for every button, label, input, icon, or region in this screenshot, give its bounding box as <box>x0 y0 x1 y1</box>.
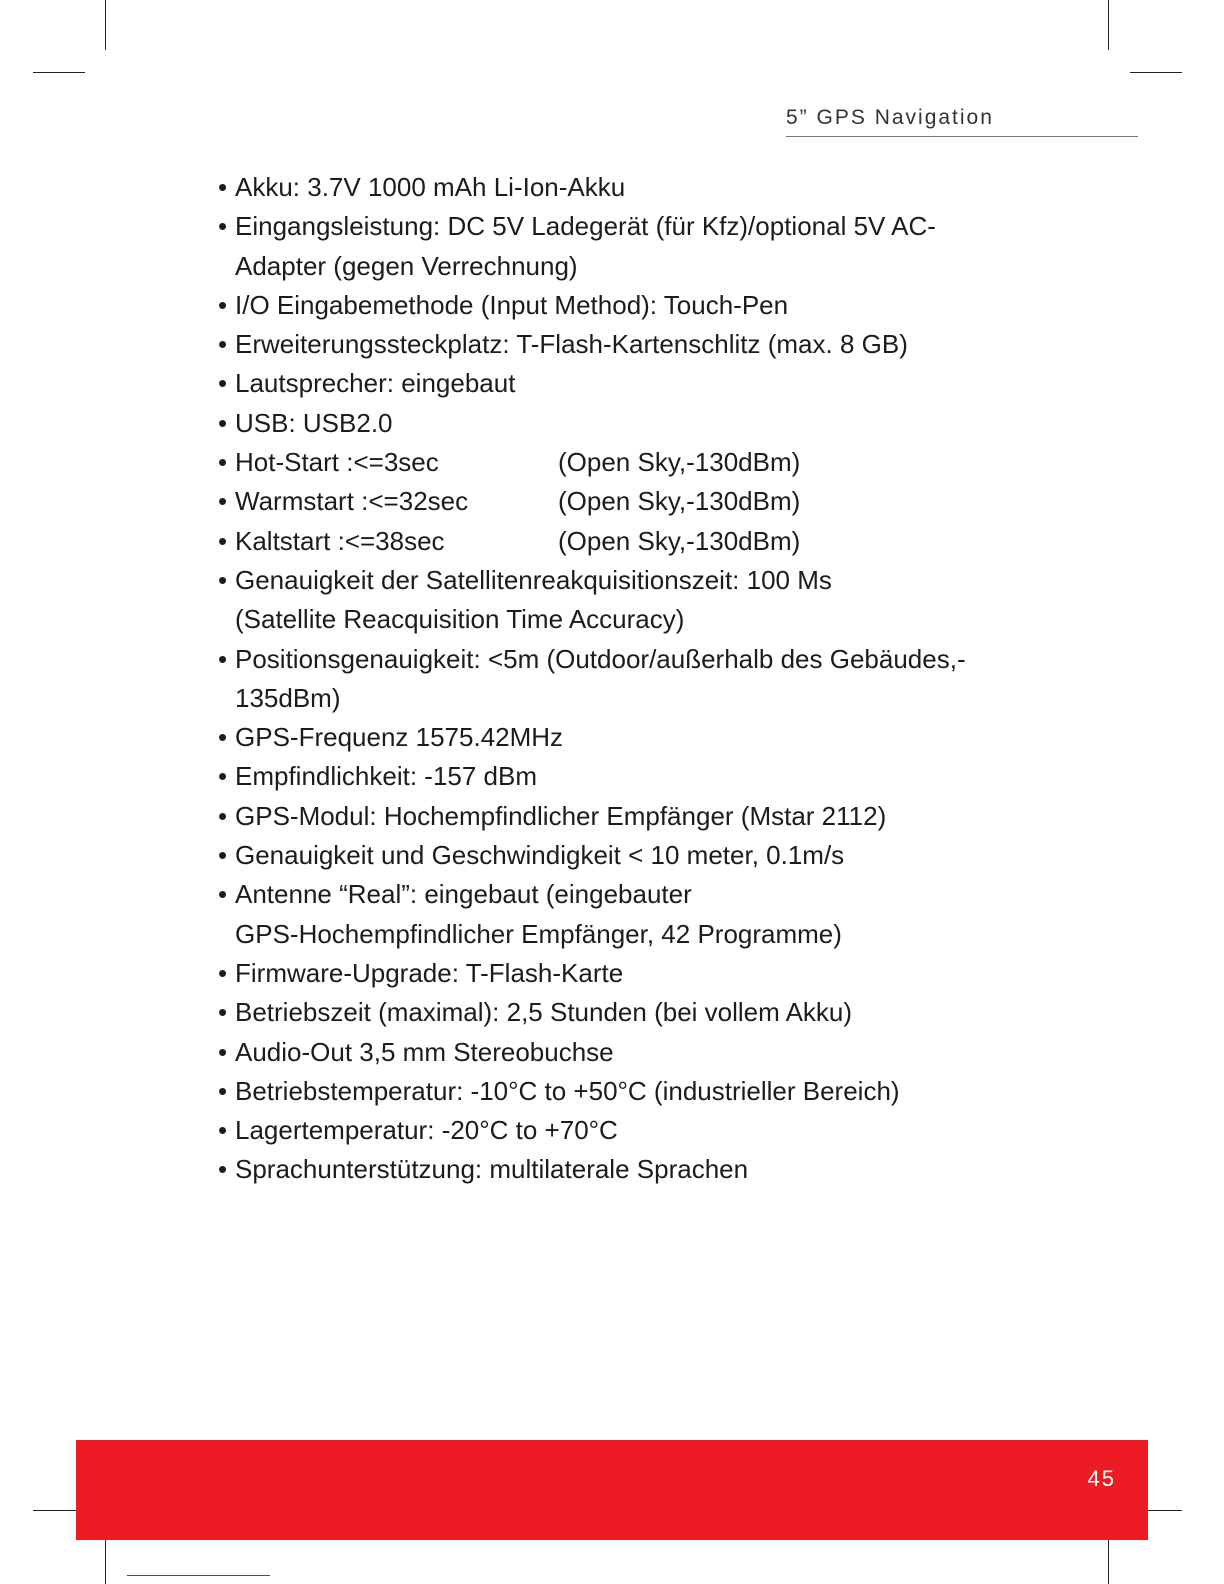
spec-text: Eingangsleistung: DC 5V Ladegerät (für Kfz)/optional 5V AC- <box>235 211 936 242</box>
crop-mark <box>1108 0 1109 50</box>
spec-item <box>218 875 1048 954</box>
spec-item <box>218 522 1048 561</box>
spec-item <box>218 640 1048 719</box>
crop-mark <box>1108 1534 1109 1584</box>
spec-item <box>218 325 1048 364</box>
spec-item <box>218 718 1048 757</box>
spec-item <box>218 404 1048 443</box>
spec-text: Akku: 3.7V 1000 mAh Li-Ion-Akku <box>235 172 626 202</box>
bottom-rule <box>127 1575 270 1576</box>
spec-text: Genauigkeit und Geschwindigkeit < 10 meter, 0.1m/s <box>235 840 845 871</box>
spec-continuation: 135dBm) <box>235 682 341 713</box>
spec-item <box>218 757 1048 796</box>
spec-item <box>218 1111 1048 1150</box>
spec-continuation: Adapter (gegen Verrechnung) <box>235 250 578 281</box>
spec-item <box>218 993 1048 1032</box>
spec-text: Antenne “Real”: eingebaut (eingebauter <box>235 879 692 910</box>
crop-mark <box>105 1534 106 1584</box>
spec-text: I/O Eingabemethode (Input Method): Touch-Pen <box>235 289 789 320</box>
spec-item <box>218 364 1048 403</box>
spec-text: Hot-Start :<=3sec <box>235 447 439 478</box>
spec-text: GPS-Modul: Hochempfindlicher Empfänger (Mstar 2112) <box>235 800 887 831</box>
spec-text: GPS-Frequenz 1575.42MHz <box>235 722 564 753</box>
spec-text: Sprachunterstützung: multilaterale Sprachen <box>235 1154 749 1185</box>
spec-item <box>218 954 1048 993</box>
spec-text: Lautsprecher: eingebaut <box>235 368 516 399</box>
spec-item <box>218 1033 1048 1072</box>
spec-item <box>218 561 1048 640</box>
spec-text: Kaltstart :<=38sec <box>235 525 445 556</box>
spec-text: Betriebszeit (maximal): 2,5 Stunden (bei vollem Akku) <box>235 997 853 1028</box>
spec-text: Empfindlichkeit: -157 dBm <box>235 761 538 792</box>
spec-condition: (Open Sky,-130dBm) <box>558 447 801 478</box>
spec-continuation: GPS-Hochempfindlicher Empfänger, 42 Programme) <box>235 918 842 949</box>
spec-item <box>218 836 1048 875</box>
spec-text: Warmstart :<=32sec <box>235 486 469 517</box>
spec-condition: (Open Sky,-130dBm) <box>558 486 801 517</box>
spec-text: Lagertemperatur: -20°C to +70°C <box>235 1115 618 1146</box>
spec-item <box>218 443 1048 482</box>
spec-text: USB: USB2.0 <box>235 407 393 438</box>
running-header: 5” GPS Navigation <box>786 106 1138 137</box>
spec-text: Erweiterungssteckplatz: T-Flash-Kartenschlitz (max. 8 GB) <box>235 329 908 360</box>
page-number: 45 <box>1087 1466 1116 1491</box>
footer-bar <box>76 1440 1148 1540</box>
spec-text: Betriebstemperatur: -10°C to +50°C (industrieller Bereich) <box>235 1075 900 1106</box>
spec-continuation: (Satellite Reacquisition Time Accuracy) <box>235 604 685 635</box>
crop-mark <box>1130 72 1182 73</box>
crop-mark <box>105 0 106 50</box>
spec-text: Positionsgenauigkeit: <5m (Outdoor/außerhalb des Gebäudes,- <box>235 643 966 674</box>
spec-text: Firmware-Upgrade: T-Flash-Karte <box>235 957 624 988</box>
spec-item <box>218 286 1048 325</box>
spec-list <box>218 168 1048 1190</box>
spec-condition: (Open Sky,-130dBm) <box>558 525 801 556</box>
spec-text: Audio-Out 3,5 mm Stereobuchse <box>235 1036 614 1067</box>
spec-item <box>218 482 1048 521</box>
spec-item <box>218 1150 1048 1189</box>
spec-item <box>218 168 1048 207</box>
spec-text: Genauigkeit der Satellitenreakquisitionszeit: 100 Ms <box>235 564 832 595</box>
spec-item <box>218 797 1048 836</box>
spec-item <box>218 1072 1048 1111</box>
crop-mark <box>33 72 85 73</box>
spec-item <box>218 207 1048 286</box>
